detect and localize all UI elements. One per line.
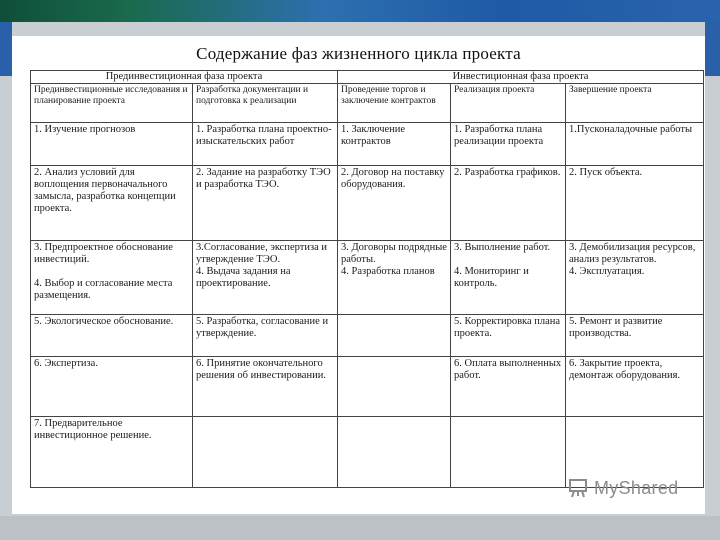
table-cell: 7. Предварительное инвестиционное решение.	[31, 417, 193, 488]
table-cell: 1. Заключение контрактов	[338, 123, 451, 166]
table-cell	[451, 417, 566, 488]
column-header: Завершение проекта	[566, 84, 704, 123]
cell-item: 4. Мониторинг и контроль.	[454, 266, 529, 289]
watermark-text: MyShared	[594, 478, 679, 498]
cell-item: 3. Демобилизация ресурсов, анализ результатов.	[569, 242, 696, 265]
column-header: Реализация проекта	[451, 84, 566, 123]
cell-item: 3. Предпроектное обоснование инвестиций.	[34, 242, 173, 265]
table-cell	[566, 241, 704, 315]
column-header-row	[31, 84, 704, 123]
phase-header-row	[31, 71, 704, 84]
top-decor-bar	[0, 0, 720, 22]
table-cell: 1.Пусконаладочные работы	[566, 123, 704, 166]
cell-item: 3.Согласование, экспертиза и утверждение ТЭО.	[196, 242, 327, 265]
cell-item: 4. Выбор и согласование места размещения.	[34, 278, 173, 301]
table-cell: 5. Разработка, согласование и утверждение.	[193, 315, 338, 357]
table-cell: 5. Корректировка плана проекта.	[451, 315, 566, 357]
bottom-decor-bar	[0, 516, 720, 540]
table-row	[31, 357, 704, 417]
table-row	[31, 166, 704, 241]
table-row	[31, 241, 704, 315]
table-row	[31, 123, 704, 166]
cell-item: 4. Эксплуатация.	[569, 266, 645, 277]
table-cell	[338, 417, 451, 488]
column-header: Прединвестиционные исследования и планирование проекта	[31, 84, 193, 123]
table-cell: 2. Анализ условий для воплощения первоначального замысла, разработка концепции проекта.	[31, 166, 193, 241]
table-cell	[338, 357, 451, 417]
phase-header-investment: Инвестиционная фаза проекта	[338, 71, 704, 84]
cell-item: 3. Договоры подрядные работы.	[341, 242, 447, 265]
table-cell: 2. Пуск объекта.	[566, 166, 704, 241]
table-row	[31, 315, 704, 357]
table-cell: 1. Разработка плана проектно-изыскательских работ	[193, 123, 338, 166]
table-cell	[193, 417, 338, 488]
table-cell: 5. Ремонт и развитие производства.	[566, 315, 704, 357]
cell-item: 4. Разработка планов	[341, 266, 435, 277]
table-cell: 5. Экологическое обоснование.	[31, 315, 193, 357]
presentation-board-icon	[568, 478, 588, 498]
table-cell: 2. Договор на поставку оборудования.	[338, 166, 451, 241]
left-decor-tab	[0, 22, 12, 76]
table-cell: 1. Разработка плана реализации проекта	[451, 123, 566, 166]
table-cell: 2. Разработка графиков.	[451, 166, 566, 241]
table-cell	[193, 241, 338, 315]
table-cell	[31, 241, 193, 315]
right-decor-tab	[705, 22, 720, 76]
table-cell: 1. Изучение прогнозов	[31, 123, 193, 166]
table-cell: 6. Экспертиза.	[31, 357, 193, 417]
table-cell	[451, 241, 566, 315]
cell-item: 4. Выдача задания на проектирование.	[196, 266, 291, 289]
table-cell: 2. Задание на разработку ТЭО и разработка ТЭО.	[193, 166, 338, 241]
table-cell	[338, 241, 451, 315]
table-cell: 6. Закрытие проекта, демонтаж оборудования.	[566, 357, 704, 417]
table-cell: 6. Оплата выполненных работ.	[451, 357, 566, 417]
table-cell: 6. Принятие окончательного решения об инвестировании.	[193, 357, 338, 417]
table-cell	[338, 315, 451, 357]
slide	[12, 36, 705, 514]
column-header: Проведение торгов и заключение контрактов	[338, 84, 451, 123]
slide-title: Содержание фаз жизненного цикла проекта	[196, 44, 521, 63]
life-cycle-table	[30, 70, 704, 488]
myshared-watermark	[568, 474, 698, 502]
column-header: Разработка документации и подготовка к реализации	[193, 84, 338, 123]
cell-item: 3. Выполнение работ.	[454, 242, 551, 253]
phase-header-preinvestment: Прединвестиционная фаза проекта	[31, 71, 338, 84]
